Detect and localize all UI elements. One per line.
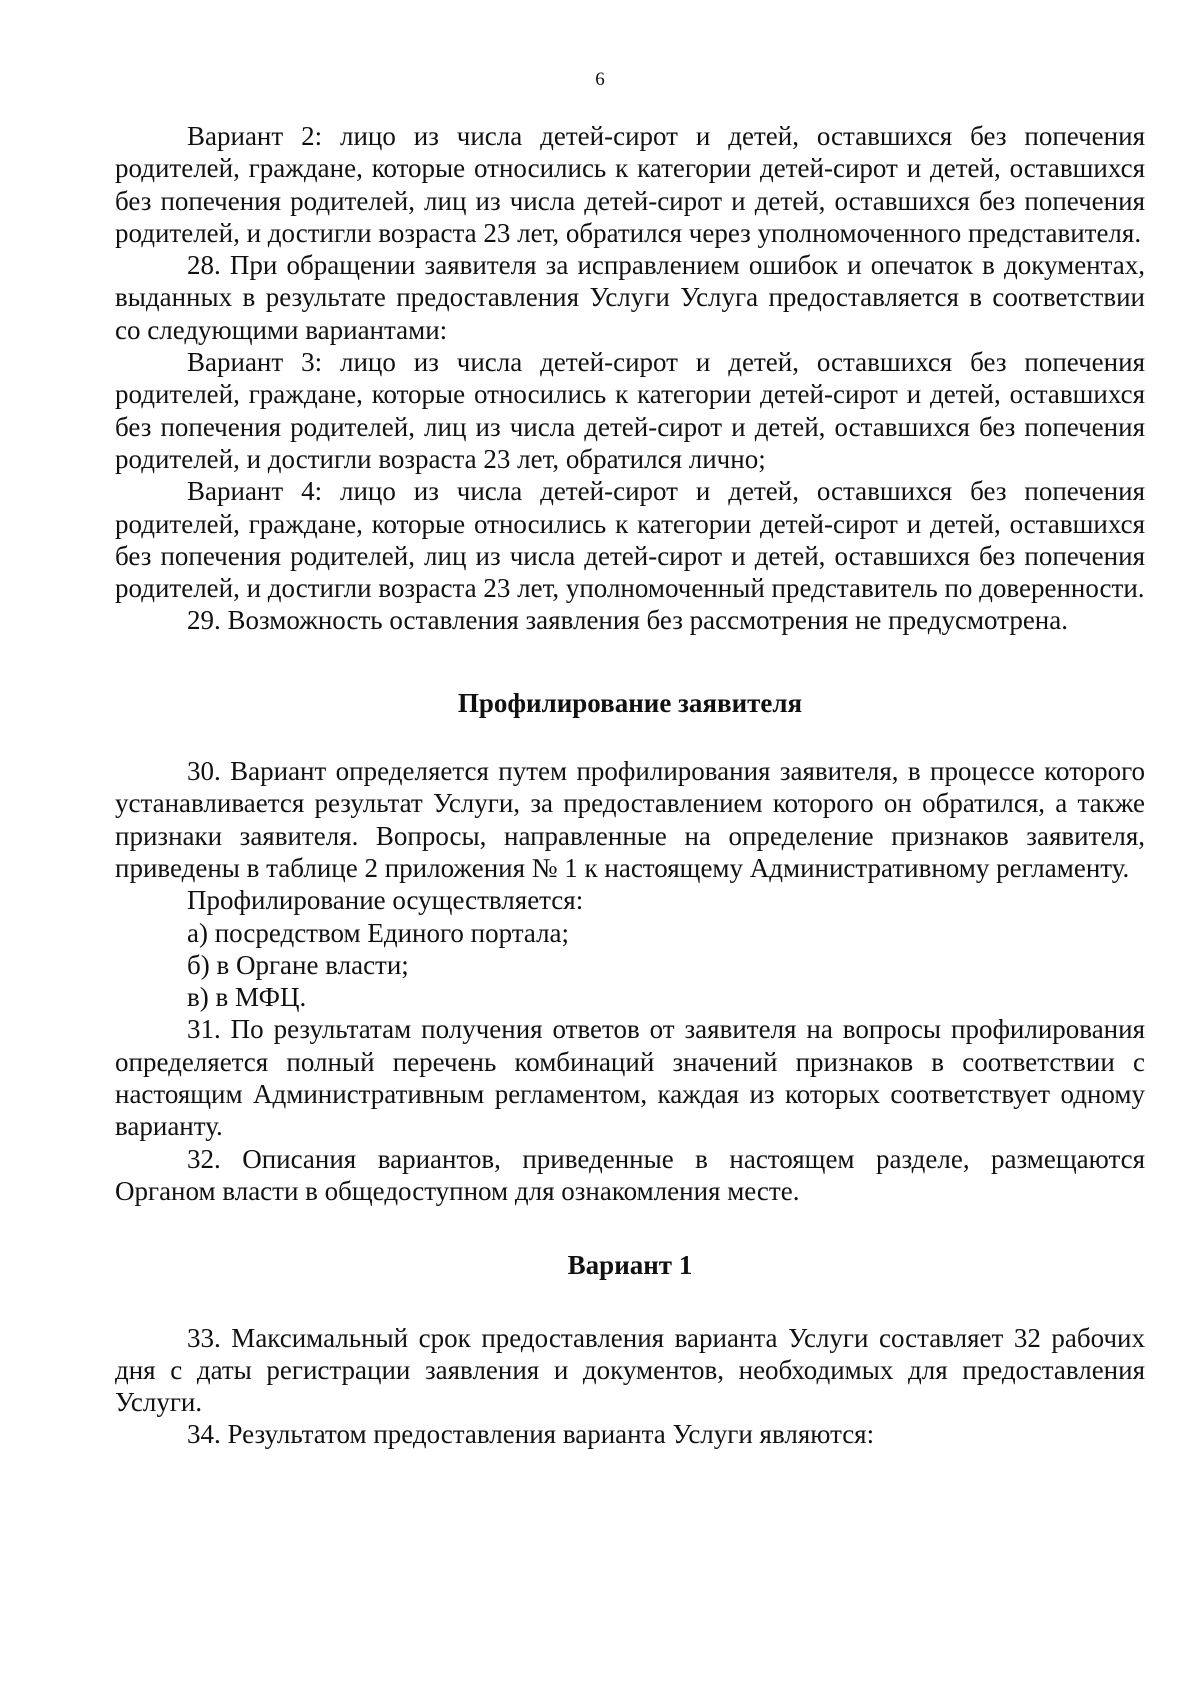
list-item-v: в) в МФЦ. (187, 982, 307, 1013)
page-number: 6 (595, 69, 605, 90)
paragraph-variant-2: Вариант 2: лицо из числа детей-сирот и детей, оставшихся без попечения родителей, граждане, которые относились к категории детей-сирот и детей, оставшихся без попечения родителей, лиц из числа детей-сирот и детей, оставшихся без попечения родителей, и достигли возраста 23 лет, обратился через уполномоченного представителя. (115, 121, 1145, 248)
section-heading-profile: Профилирование заявителя (457, 687, 803, 718)
paragraph-29: 29. Возможность оставления заявления без рассмотрения не предусмотрена. (187, 605, 1068, 636)
list-item-a: а) посредством Единого портала; (187, 917, 570, 948)
list-item-b: б) в Органе власти; (187, 949, 409, 980)
paragraph-profile-intro: Профилирование осуществляется: (187, 885, 584, 916)
paragraph-28: 28. При обращении заявителя за исправлением ошибок и опечаток в документах, выданных в результате предоставления Услуги Услуга предоставляется в соответствии со следующими вариантами: (115, 250, 1145, 345)
paragraph-33: 33. Максимальный срок предоставления варианта Услуги составляет 32 рабочих дня с даты регистрации заявления и документов, необходимых для предоставления Услуги. (115, 1322, 1145, 1418)
paragraph-variant-4: Вариант 4: лицо из числа детей-сирот и детей, оставшихся без попечения родителей, граждане, которые относились к категории детей-сирот и детей, оставшихся без попечения родителей, лиц из числа детей-сирот и детей, оставшихся без попечения родителей, и достигли возраста 23 лет, уполномоченный представитель по доверенности. (115, 476, 1145, 604)
paragraph-34: 34. Результатом предоставления варианта Услуги являются: (187, 1419, 875, 1450)
paragraph-32: 32. Описания вариантов, приведенные в настоящем разделе, размещаются Органом власти в общедоступном для ознакомления месте. (115, 1143, 1145, 1206)
document-body (115, 120, 1145, 1451)
paragraph-31: 31. По результатам получения ответов от заявителя на вопросы профилирования определяется полный перечень комбинаций значений признаков в соответствии с настоящим Административным регламентом, каждая из которых соответствует одному варианту. (115, 1014, 1145, 1142)
paragraph-variant-3: Вариант 3: лицо из числа детей-сирот и детей, оставшихся без попечения родителей, граждане, которые относились к категории детей-сирот и детей, оставшихся без попечения родителей, лиц из числа детей-сирот и детей, оставшихся без попечения родителей, и достигли возраста 23 лет, обратился лично; (115, 347, 1145, 474)
section-heading-variant-1: Вариант 1 (567, 1250, 693, 1281)
paragraph-30: 30. Вариант определяется путем профилирования заявителя, в процессе которого устанавливается результат Услуги, за предоставлением которого он обратился, а также признаки заявителя. Вопросы, направленные на определение признаков заявителя, приведены в таблице 2 приложения № 1 к настоящему Административному регламенту. (115, 756, 1145, 883)
